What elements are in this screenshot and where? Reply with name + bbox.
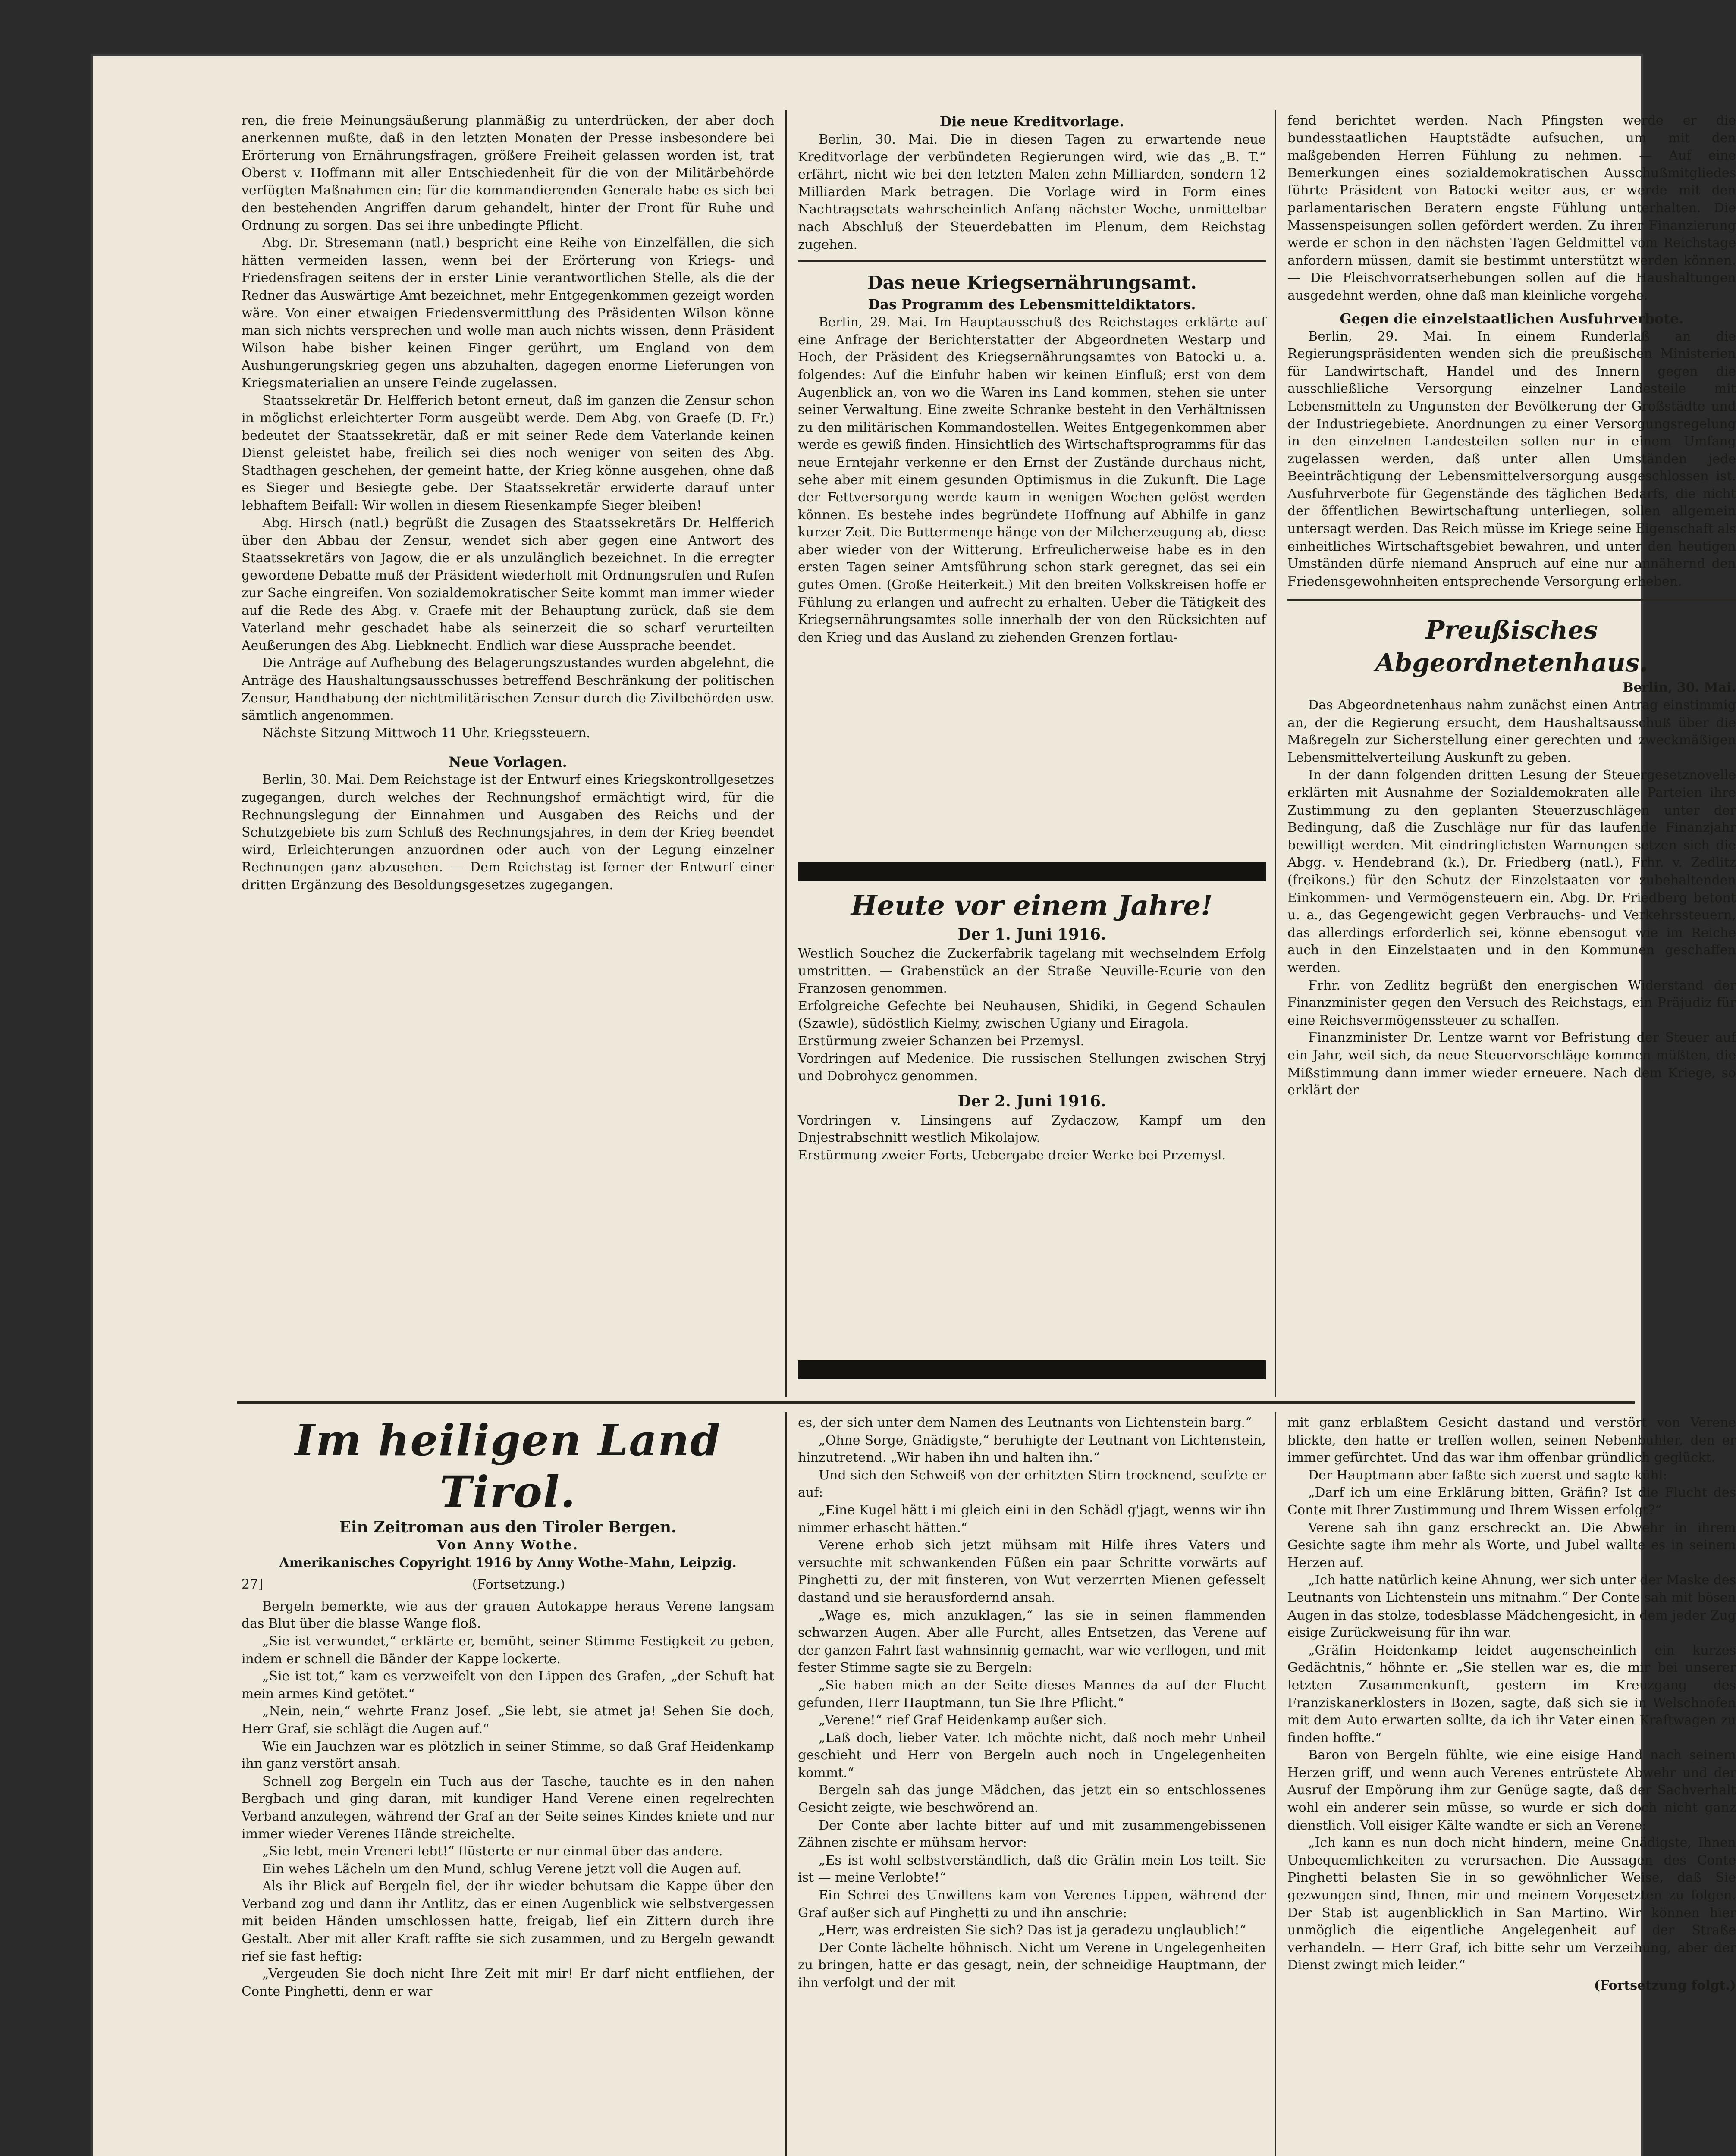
neue-vorlagen-heading: Neue Vorlagen. bbox=[449, 754, 567, 771]
col3-paragraph: Das Abgeordnetenhaus nahm zunächst einen Antrag einstimmig an, der die Regierung ersucht, dem Haushaltsausschuß über die Maßregeln zur Sicherstellung einer gerechten und zweckmäßigen Lebensmittelverteilung Auskunft zu geben. bbox=[1287, 698, 1736, 765]
novel-paragraph: „Nein, nein,“ wehrte Franz Josef. „Sie lebt, sie atmet ja! Sehen Sie doch, Herr Graf, sie schlägt die Augen auf.“ bbox=[242, 1704, 774, 1736]
column-divider bbox=[785, 110, 787, 1397]
novel-title: Im heiligen Land Tirol. bbox=[295, 1415, 721, 1517]
novel-paragraph: Und sich den Schweiß von der erhitzten Stirn trocknend, seufzte er auf: bbox=[798, 1467, 1266, 1501]
novel-paragraph: „Ohne Sorge, Gnädigste,“ beruhigte der Leutnant von Lichtenstein, hinzutretend. „Wir haben ihn und halten ihn.“ bbox=[798, 1432, 1266, 1466]
col1-paragraph: ren, die freie Meinungsäußerung planmäßig zu unterdrücken, der aber doch anerkennen mußte, daß in den letzten Monaten der Presse insbesondere bei Erörterung von Ernährungsfragen, größere Freiheit gelassen worden ist, trat Oberst v. Hoffmann mit aller Entschiedenheit für die von der Militärbehörde verfügten Maßnahmen ein: für die kommandierenden Generale habe es sich bei den bestehenden Angriffen darum gehandelt, hinter der Front für Ruhe und Ordnung zu sorgen. Das sei ihre unbedingte Pflicht. bbox=[242, 113, 774, 233]
novel-meta-row bbox=[242, 1576, 774, 1594]
novel-paragraph: „Darf ich um eine Erklärung bitten, Gräfin? Ist die Flucht des Conte mit Ihrer Zustimmung und Ihrem Wissen erfolgt?“ bbox=[1287, 1485, 1736, 1518]
kriegsernaehrungsamt-subheading: Das Programm des Lebensmitteldiktators. bbox=[868, 296, 1196, 313]
novel-paragraph: „Sie ist tot,“ kam es verzweifelt von den Lippen des Grafen, „der Schuft hat mein armes Kind getötet.“ bbox=[242, 1669, 774, 1702]
col1-paragraph: Abg. Dr. Stresemann (natl.) bespricht eine Reihe von Einzelfällen, die sich hätten vermeiden lassen, wenn bei der Erörterung von Kriegs- und Friedensfragen seitens der in erster Linie verantwortlichen Stelle, als die der Redner das Auswärtige Amt bezeichnet, mehr Entgegenkommen gezeigt worden wäre. Von einer etwaigen Friedensvermittlung des Präsidenten Wilson könne man sich nichts versprechen und wolle man auch nichts wissen, denn Präsident Wilson habe bisher keinen Finger gerührt, um England von dem Aushungerungskrieg gegen uns abzuhalten, dagegen enorme Lieferungen von Kriegsmaterialien an unsere Feinde zugelassen. bbox=[242, 235, 774, 391]
novel-paragraph: es, der sich unter dem Namen des Leutnants von Lichtenstein barg.“ bbox=[798, 1415, 1252, 1430]
novel-paragraph: „Ich kann es nun doch nicht hindern, meine Gnädigste, Ihnen Unbequemlichkeiten zu verursachen. Die Aussagen des Conte Pinghetti belasten Sie in so gewöhnlicher Weise, daß Sie gezwungen sind, Ihnen, mir und meinem Vorgesetzten zu folgen. Der Stab ist augenblicklich in San Martino. Wir können hier unmöglich die eigentliche Angelegenheit auf der Straße verhandeln. — Herr Graf, ich bitte sehr um Verzeihung, aber der Dienst zwingt mich leider.“ bbox=[1287, 1835, 1736, 1973]
novel-paragraph: „Vergeuden Sie doch nicht Ihre Zeit mit mir! Er darf nicht entfliehen, der Conte Pinghetti, denn er war bbox=[242, 1966, 774, 1999]
novel-paragraph: „Laß doch, lieber Vater. Ich möchte nicht, daß noch mehr Unheil geschieht und Herr von Bergeln auch noch in Ungelegenheiten kommt.“ bbox=[798, 1730, 1266, 1780]
novel-copyright: Amerikanisches Copyright 1916 by Anny Wothe-Mahn, Leipzig. bbox=[279, 1555, 737, 1570]
ausfuhrverbote-heading: Gegen die einzelstaatlichen Ausfuhrverbote. bbox=[1340, 310, 1684, 327]
black-bar-bottom bbox=[798, 1360, 1266, 1379]
date-2-juni: Der 2. Juni 1916. bbox=[957, 1092, 1106, 1110]
to-be-continued: (Fortsetzung folgt.) bbox=[1594, 1978, 1736, 1993]
novel-paragraph: Der Hauptmann aber faßte sich zuerst und sagte kühl: bbox=[1308, 1467, 1667, 1483]
novel-paragraph: Bergeln sah das junge Mädchen, das jetzt ein so entschlossenes Gesicht zeigte, wie beschwörend an. bbox=[798, 1783, 1266, 1816]
section-rule bbox=[798, 260, 1266, 262]
col1-paragraph: Staatssekretär Dr. Helfferich betont erneut, daß im ganzen die Zensur schon in möglichst erleichterter Form ausgeübt werde. Dem Abg. von Graefe (D. Fr.) bedeutet der Staatssekretär, daß er mit seiner Rede dem Vaterlande keinen Dienst geleistet habe, freilich sei dies noch weniger von seiten des Abg. Stadthagen geschehen, der gemeint hatte, der Krieg könne ausgehen, ohne daß es Sieger und Besiegte gebe. Der Staatssekretär erwiderte darauf unter lebhaftem Beifall: Wir wollen in diesem Riesenkampfe Sieger bleiben! bbox=[242, 393, 774, 514]
novel-paragraph: Baron von Bergeln fühlte, wie eine eisige Hand nach seinem Herzen griff, und wenn auch Verenes entrüstete Abwehr und der Ausruf der Empörung ihm zur Genüge sagte, daß der Sachverhalt wohl ein anderer sein müsse, so wurde er sich doch nicht ganz dienstlich. Voll eisiger Kälte wandte er sich an Verene: bbox=[1287, 1748, 1736, 1833]
event-entry: Vordringen auf Medenice. Die russischen Stellungen zwischen Stryj und Dobrohycz genommen. bbox=[798, 1051, 1266, 1084]
column-1 bbox=[242, 112, 774, 894]
novel-paragraph: „Sie haben mich an der Seite dieses Mannes da auf der Flucht gefunden, Herr Hauptmann, tun Sie Ihre Pflicht.“ bbox=[798, 1677, 1266, 1711]
novel-paragraph: Wie ein Jauchzen war es plötzlich in seiner Stimme, so daß Graf Heidenkamp ihn ganz verstört ansah. bbox=[242, 1739, 774, 1772]
novel-paragraph: „Verene!“ rief Graf Heidenkamp außer sich. bbox=[819, 1713, 1107, 1728]
heute-heading: Heute vor einem Jahre! bbox=[851, 890, 1213, 922]
kriegsernaehrungsamt-heading: Das neue Kriegsernährungsamt. bbox=[867, 272, 1197, 294]
novel-paragraph: Als ihr Blick auf Bergeln fiel, der ihr wieder behutsam die Kappe über den Verband zog und dann ihr Antlitz, das er einen Augenblick wie selbstvergessen mit beiden Händen umschlossen hatte, freigab, lief ein Zittern durch ihre Gestalt. Aber mit aller Kraft raffte sie sich zusammen, und zu Bergeln gewandt rief sie fast heftig: bbox=[242, 1879, 774, 1964]
novel-paragraph: Ein wehes Lächeln um den Mund, schlug Verene jetzt voll die Augen auf. bbox=[262, 1861, 742, 1877]
abgeordnetenhaus-heading: Preußisches Abgeordnetenhaus. bbox=[1375, 615, 1648, 678]
novel-paragraph: Der Conte lächelte höhnisch. Nicht um Verene in Ungelegenheiten zu bringen, hatte er das gesagt, nein, der schneidige Hauptmann, der ihn verfolgt und der mit bbox=[798, 1940, 1266, 1990]
novel-paragraph: Der Conte aber lachte bitter auf und mit zusammengebissenen Zähnen zischte er mühsam hervor: bbox=[798, 1818, 1266, 1851]
novel-paragraph: Verene erhob sich jetzt mühsam mit Hilfe ihres Vaters und versuchte mit schwankenden Füßen ein paar Schritte vorwärts auf Pinghetti zu, der mit finsteren, von Wut verzerrten Mienen gefesselt dastand und sie herausfordernd ansah. bbox=[798, 1538, 1266, 1605]
col2-paragraph: Berlin, 29. Mai. Im Hauptausschuß des Reichstages erklärte auf eine Anfrage der Berichterstatter der Abgeordneten Westarp und Hoch, der Präsident des Kriegsernährungsamtes von Batocki u. a. folgendes: Auf die Einfuhr haben wir keinen Einfluß; erst von dem Augenblick an, von wo die Waren ins Land kommen, stehen sie unter seiner Verwaltung. Eine zweite Schranke besteht in den Verhältnissen zu den militärischen Kommandostellen. Weites Entgegenkommen aber werde es gewiß finden. Hinsichtlich des Wirtschaftsprogramms für das neue Erntejahr verkenne er den Ernst der Zustände durchaus nicht, sehe aber mit einem gesunden Optimismus in die Zukunft. Die Lage der Fettversorgung werde kaum in wenigen Wochen gelöst werden können. Es bestehe indes begründete Hoffnung auf Abhilfe in ganz kurzer Zeit. Die Buttermenge hänge von der Milcherzeugung ab, diese aber wieder von der Witterung. Erfreulicherweise habe es in den ersten Tagen seiner Amtsführung schon stark geregnet, das sei ein gutes Omen. (Große Heiterkeit.) Mit den breiten Volkskreisen hoffe er Fühlung zu erlangen und aufrecht zu erhalten. Ueber die Tätigkeit des Kriegsernährungsamtes solle innerhalb der von den Rücksichten auf den Krieg und das Ausland zu ziehenden Grenzen fortlau- bbox=[798, 315, 1266, 645]
novel-paragraph: „Gräfin Heidenkamp leidet augenscheinlich ein kurzes Gedächtnis,“ höhnte er. „Sie stellen war es, die mir bei unserer letzten Zusammenkunft, gestern im Kreuzgang des Franziskanerklosters in Bozen, sagte, daß sich sie in Welschnofen mit dem Auto erwarten sollte, da ich ihr Vater einen Kraftwagen zu finden hoffte.“ bbox=[1287, 1642, 1736, 1745]
col1-paragraph: Abg. Hirsch (natl.) begrüßt die Zusagen des Staatssekretärs Dr. Helfferich über den Abbau der Zensur, wendet sich aber gegen eine Antwort des Staatssekretärs von Jagow, die er als unzulänglich bezeichnet. In die erregter gewordene Debatte muß der Präsident wiederholt mit Ordnungsrufen und Rufen zur Sache eingreifen. Von sozialdemokratischer Seite kommt man immer wieder auf die Rede des Abg. v. Graefe mit der Behauptung zurück, daß sie dem Vaterland mehr geschadet habe als seinerzeit die so scharf verurteilten Aeußerungen des Abg. Liebknecht. Endlich war diese Aussprache beendet. bbox=[242, 515, 774, 653]
column-divider bbox=[1275, 1412, 1276, 2156]
feuilleton-separator bbox=[237, 1401, 1635, 1404]
novel-paragraph: Schnell zog Bergeln ein Tuch aus der Tasche, tauchte es in den nahen Bergbach und ging daran, mit kundiger Hand Verene einen regelrechten Verband anzulegen, während der Graf an der Seite seines Kindes kniete und nur immer wieder Verenes Hände streichelte. bbox=[242, 1774, 774, 1842]
novel-paragraph: „Sie ist verwundet,“ erklärte er, bemüht, seiner Stimme Festigkeit zu geben, indem er schnell die Bänder der Kappe lockerte. bbox=[242, 1633, 774, 1667]
novel-paragraph: „Ich hatte natürlich keine Ahnung, wer sich unter der Maske des Leutnants von Lichtenstein uns mitnahm.“ Der Conte sah mit bösen Augen in das stolze, todesblasse Mädchengesicht, in dem jeder Zug eisige Zurückweisung für ihn war. bbox=[1287, 1573, 1736, 1641]
column-divider bbox=[1275, 110, 1276, 1397]
event-entry: Erstürmung zweier Forts, Uebergabe dreier Werke bei Przemysl. bbox=[798, 1147, 1226, 1163]
novel-subtitle: Ein Zeitroman aus den Tiroler Bergen. bbox=[339, 1518, 677, 1536]
col2-paragraph: Berlin, 30. Mai. Die in diesen Tagen zu erwartende neue Kreditvorlage der verbündeten Regierungen wird, wie das „B. T.“ erfährt, nicht wie bei den letzten Malen zehn Milliarden, sondern 12 Milliarden Mark betragen. Die Vorlage wird in Form eines Nachtragsetats wahrscheinlich Anfang nächster Woche, unmittelbar nach Abschluß der Steuerdebatten im Plenum, dem Reichstag zugehen. bbox=[798, 132, 1266, 252]
column-2 bbox=[798, 112, 1266, 646]
installment-number: 27] bbox=[242, 1577, 263, 1592]
novel-paragraph: „Sie lebt, mein Vreneri lebt!“ flüsterte er nur einmal über das andere. bbox=[262, 1844, 723, 1859]
section-rule bbox=[1287, 599, 1736, 601]
event-entry: Vordringen v. Linsingens auf Zydaczow, Kampf um den Dnjestrabschnitt westlich Mikolajow. bbox=[798, 1112, 1266, 1146]
dateline: Berlin, 30. Mai. bbox=[1623, 680, 1736, 696]
black-bar-top bbox=[798, 862, 1266, 881]
novel-paragraph: „Herr, was erdreisten Sie sich? Das ist ja geradezu unglaublich!“ bbox=[819, 1923, 1246, 1938]
column-3 bbox=[1287, 112, 1736, 1100]
novel-paragraph: mit ganz erblaßtem Gesicht dastand und verstört von Verene blickte, den hatte er treffen wollen, seinen Nebenbuhler, den er immer gefürchtet. Und das war ihm offenbar gründlich geglückt. bbox=[1287, 1415, 1736, 1466]
event-entry: Erstürmung zweier Schanzen bei Przemysl. bbox=[798, 1033, 1085, 1049]
novel-paragraph: Ein Schrei des Unwillens kam von Verenes Lippen, während der Graf außer sich auf Pinghetti zu und ihn anschrie: bbox=[798, 1888, 1266, 1921]
col3-paragraph: fend berichtet werden. Nach Pfingsten werde er die bundesstaatlichen Hauptstädte aufsuchen, um mit den maßgebenden Herren Fühlung zu nehmen. — Auf eine Bemerkungen eines sozialdemokratischen Ausschußmitgliedes führte Präsident von Batocki weiter aus, er werde mit den parlamentarischen Beratern engste Fühlung unterhalten. Die Massenspeisungen sollen gefördert werden. Zu ihrer Finanzierung werde er schon in den nächsten Tagen Geldmittel vom Reichstage anfordern müssen, damit sie bestimmt unterstützt werden können. — Die Fleischvorratserhebungen sollen auf die Haushaltungen ausgedehnt werden, ohne daß man kleinliche vorgehe. bbox=[1287, 113, 1736, 303]
kreditvorlage-heading: Die neue Kreditvorlage. bbox=[939, 113, 1124, 130]
continuation-note: (Fortsetzung.) bbox=[472, 1577, 565, 1592]
column-divider bbox=[785, 1412, 787, 2156]
novel-paragraph: „Eine Kugel hätt i mi gleich eini in den Schädl g'jagt, wenns wir ihn nimmer erhascht hätten.“ bbox=[798, 1502, 1266, 1536]
novel-author: Von Anny Wothe. bbox=[436, 1538, 579, 1553]
col3-paragraph: Berlin, 29. Mai. In einem Runderlaß an die Regierungspräsidenten wenden sich die preußischen Ministerien für Landwirtschaft, Handel und des Innern gegen die ausschließliche Versorgung einzelner Landesteile mit Lebensmitteln zu Ungunsten der Bevölkerung der Großstädte und der Industriegebiete. Anordnungen zu einer Versorgungsregelung in den einzelnen Landesteilen sollen nur in einem Umfang zugelassen werden, daß unter allen Umständen jede Beeinträchtigung der Lebensmittelversorgung ausgeschlossen ist. Ausfuhrverbote für Gegenstände des täglichen Bedarfs, die nicht der öffentlichen Bewirtschaftung unterliegen, sollen allgemein untersagt werden. Das Reich müsse im Kriege seine Eigenschaft als einheitliches Wirtschaftsgebiet bewahren, und unter den heutigen Umständen dürfe niemand Anspruch auf eine nur annähernd den Friedensgewohnheiten entsprechende Versorgung erheben. bbox=[1287, 329, 1736, 589]
event-entry: Westlich Souchez die Zuckerfabrik tagelang mit wechselndem Erfolg umstritten. — Grabenstück an der Straße Neuville-Ecurie von den Franzosen genommen. bbox=[798, 946, 1266, 997]
novel-paragraph: „Wage es, mich anzuklagen,“ las sie in seinen flammenden schwarzen Augen. Aber alle Furcht, alles Entsetzen, das Verene auf der ganzen Fahrt fast wahnsinnig gemacht, war wie verflogen, und mit fester Stimme sagte sie zu Bergeln: bbox=[798, 1608, 1266, 1676]
date-1-juni: Der 1. Juni 1916. bbox=[957, 925, 1106, 943]
novel-column-1 bbox=[242, 1414, 774, 2000]
event-entry: Erfolgreiche Gefechte bei Neuhausen, Shidiki, in Gegend Schaulen (Szawle), südöstlich Kielmy, zwischen Ugiany und Eiragola. bbox=[798, 998, 1266, 1031]
novel-column-3 bbox=[1287, 1414, 1736, 1995]
newspaper-page bbox=[91, 54, 1736, 2156]
col3-paragraph: In der dann folgenden dritten Lesung der Steuergesetznovelle erklärten mit Ausnahme der Sozialdemokraten alle Parteien ihre Zustimmung zu den geplanten Steuerzuschlägen unter der Bedingung, daß die Zuschläge nur für das laufende Finanzjahr bewilligt werden. Mit eindringlichsten Warnungen setzen sich die Abgg. v. Hendebrand (k.), Dr. Friedberg (natl.), Frhr. v. Zedlitz (freikons.) für den Schutz der Einzelstaaten vor zubehaltenden Einkommen- und Vermögensteuern ein. Abg. Dr. Friedberg betont u. a., das Gegengewicht gegen Verbrauchs- und Verkehrssteuern, das allerdings erforderlich sei, könne ebensogut wie im Reiche auch in den Einzelstaaten und in den Kommunen geschaffen werden. bbox=[1287, 768, 1736, 975]
col1-paragraph: Die Anträge auf Aufhebung des Belagerungszustandes wurden abgelehnt, die Anträge des Haushaltungsausschusses betreffend Beschränkung der politischen Zensur, Handhabung der nichtmilitärischen Zensur durch die Zivilbehörden usw. sämtlich angenommen. bbox=[242, 655, 774, 724]
novel-paragraph: Verene sah ihn ganz erschreckt an. Die Abwehr in ihrem Gesichte sagte ihm mehr als Worte, und Jubel wallte es in seinem Herzen auf. bbox=[1287, 1520, 1736, 1570]
novel-column-2 bbox=[798, 1414, 1266, 1992]
novel-paragraph: Bergeln bemerkte, wie aus der grauen Autokappe heraus Verene langsam das Blut über die blasse Wange floß. bbox=[242, 1598, 774, 1632]
heute-vor-einem-jahre-box bbox=[798, 888, 1266, 1165]
novel-paragraph: „Es ist wohl selbstverständlich, daß die Gräfin mein Los teilt. Sie ist — meine Verlobte!“ bbox=[798, 1852, 1266, 1886]
col1-paragraph: Nächste Sitzung Mittwoch 11 Uhr. Kriegssteuern. bbox=[262, 725, 590, 741]
col3-paragraph: Frhr. von Zedlitz begrüßt den energischen Widerstand der Finanzminister gegen den Versuch des Reichstags, ein Präjudiz für eine Reichsvermögenssteuer zu schaffen. bbox=[1287, 978, 1736, 1028]
col3-paragraph: Finanzminister Dr. Lentze warnt vor Befristung der Steuer auf ein Jahr, weil sich, da neue Steuervorschläge kommen müßten, die Mißstimmung dann immer wieder erneuere. Nach dem Kriege, so erklärt der bbox=[1287, 1030, 1736, 1098]
col1-paragraph: Berlin, 30. Mai. Dem Reichstage ist der Entwurf eines Kriegskontrollgesetzes zugegangen, durch welches der Rechnungshof ermächtigt wird, für die Rechnungslegung der Einnahmen und Ausgaben des Reichs und der Schutzgebiete bis zum Schluß des Rechnungsjahres, in dem der Krieg beendet wird, Erleichterungen anzuordnen oder auch von der Legung einzelner Rechnungen ganz abzusehen. — Dem Reichstag ist ferner der Entwurf einer dritten Ergänzung des Besoldungsgesetzes zugegangen. bbox=[242, 772, 774, 893]
